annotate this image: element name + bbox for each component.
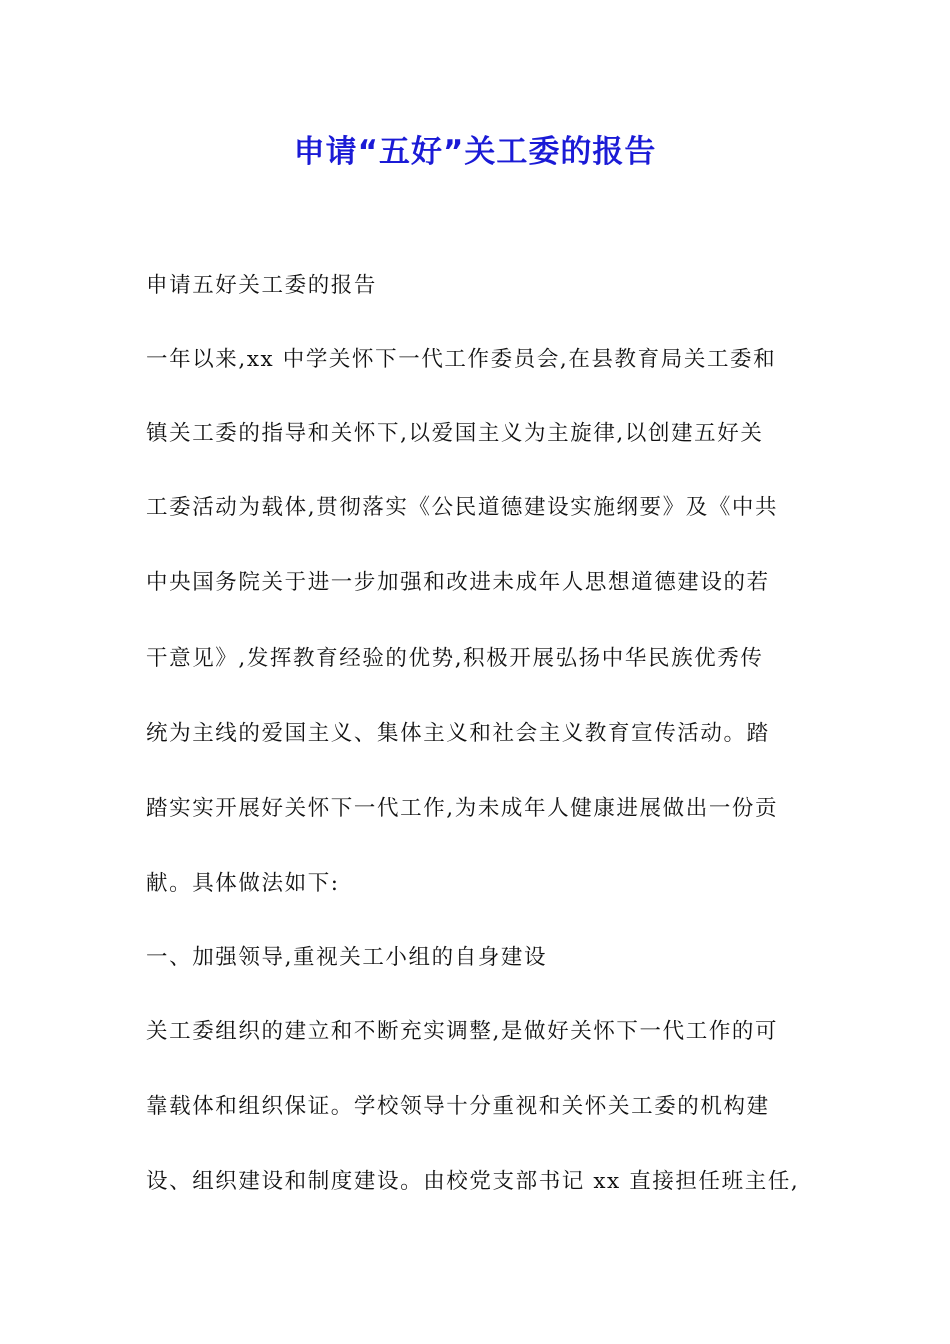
- body-line: 设、组织建设和制度建设。由校党支部书记 xx 直接担任班主任,: [146, 1169, 800, 1194]
- subtitle-line: 申请五好关工委的报告: [146, 273, 378, 298]
- body-line: 镇关工委的指导和关怀下,以爱国主义为主旋律,以创建五好关: [146, 421, 764, 446]
- body-line: 统为主线的爱国主义、集体主义和社会主义教育宣传活动。踏: [146, 721, 770, 746]
- body-line: 一年以来,xx 中学关怀下一代工作委员会,在县教育局关工委和: [146, 347, 777, 372]
- body-line: 踏实实开展好关怀下一代工作,为未成年人健康进展做出一份贡: [146, 796, 779, 821]
- body-line: 靠载体和组织保证。学校领导十分重视和关怀关工委的机构建: [146, 1094, 770, 1119]
- section-heading: 一、加强领导,重视关工小组的自身建设: [146, 945, 548, 970]
- body-line: 工委活动为载体,贯彻落实《公民道德建设实施纲要》及《中共: [146, 495, 779, 520]
- body-line: 中央国务院关于进一步加强和改进未成年人思想道德建设的若: [146, 570, 770, 595]
- document-title: 申请“五好”关工委的报告: [293, 134, 657, 170]
- body-line: 干意见》,发挥教育经验的优势,积极开展弘扬中华民族优秀传: [146, 646, 764, 671]
- body-line: 献。具体做法如下:: [146, 871, 340, 896]
- body-line: 关工委组织的建立和不断充实调整,是做好关怀下一代工作的可: [146, 1019, 779, 1044]
